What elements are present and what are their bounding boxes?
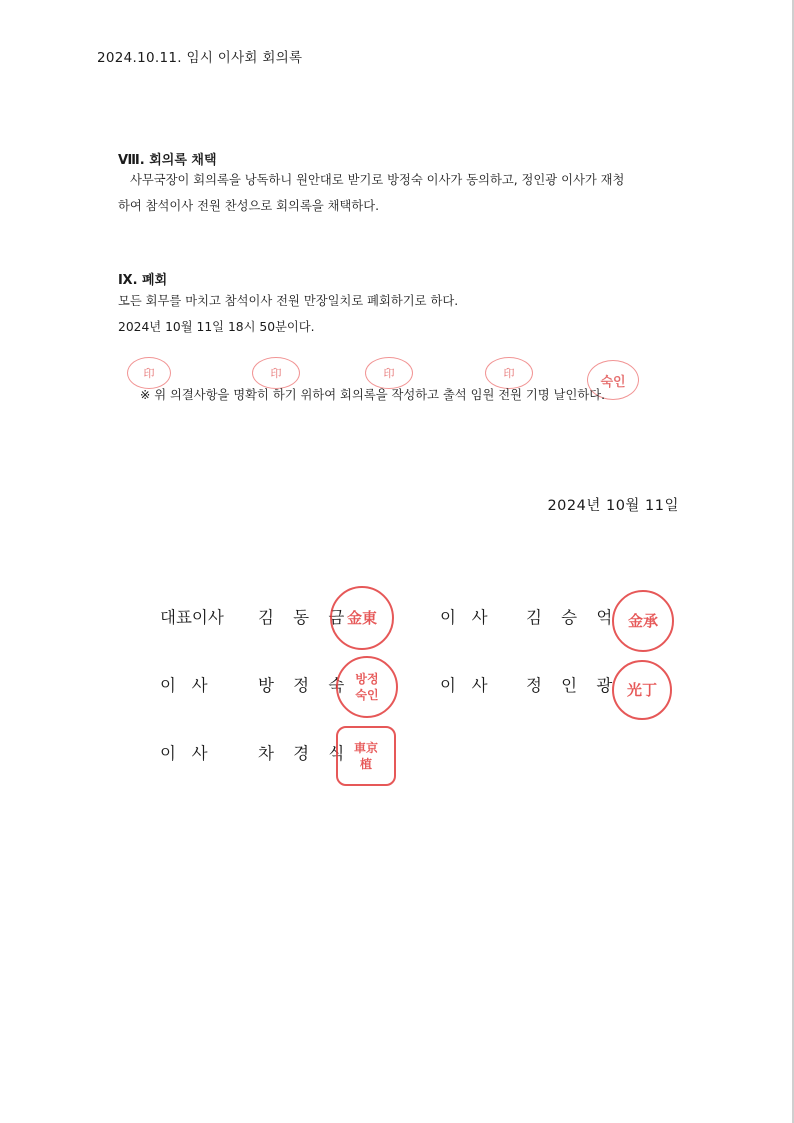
signatory-2-role: 이 사 bbox=[440, 608, 488, 627]
signatory-5-name: 차 경 식 bbox=[258, 744, 345, 763]
seal-2-text: 金承 bbox=[627, 612, 658, 630]
seal-mark-5: 숙인 bbox=[587, 360, 639, 400]
signatory-4-role: 이 사 bbox=[440, 676, 488, 695]
seal-mark-4: 印 bbox=[485, 357, 533, 389]
signatory-4-name: 정 인 광 bbox=[526, 676, 613, 695]
seal-signatory-5 bbox=[336, 726, 396, 786]
seal-mark-1: 印 bbox=[127, 357, 171, 389]
seal-signatory-1 bbox=[330, 586, 394, 650]
seal-signatory-3 bbox=[336, 656, 398, 718]
seal-4-text: 光丁 bbox=[626, 681, 657, 699]
section-8-line-2: 하여 참석이사 전원 찬성으로 회의록을 채택하다. bbox=[118, 199, 380, 213]
section-8-line-1: 사무국장이 회의록을 낭독하니 원안대로 받기로 방정숙 이사가 동의하고, 정인광 이사가 재청 bbox=[130, 173, 625, 187]
attestation-note: ※ 위 의결사항을 명확히 하기 위하여 회의록을 작성하고 출석 임원 전원 기명 날인하다. bbox=[140, 388, 605, 402]
signatory-1-role: 대표이사 bbox=[160, 608, 224, 627]
document-header: 2024.10.11. 임시 이사회 회의록 bbox=[97, 50, 303, 66]
signatory-5-role: 이 사 bbox=[160, 744, 208, 763]
seal-1-text: 金東 bbox=[346, 609, 377, 627]
section-9-line-2: 2024년 10월 11일 18시 50분이다. bbox=[118, 320, 315, 334]
seal-mark-3: 印 bbox=[365, 357, 413, 389]
section-9-line-1: 모든 회무를 마치고 참석이사 전원 만장일치로 폐회하기로 하다. bbox=[118, 294, 459, 308]
seal-signatory-2 bbox=[612, 590, 674, 652]
signatory-1-name: 김 동 금 bbox=[258, 608, 345, 627]
signatory-3-name: 방 정 숙 bbox=[258, 676, 345, 695]
section-8-title: Ⅷ. 회의록 채택 bbox=[118, 153, 217, 168]
seal-5-text: 車京植 bbox=[353, 741, 378, 771]
signatory-3-role: 이 사 bbox=[160, 676, 208, 695]
seal-3-text: 방정숙인 bbox=[355, 672, 379, 702]
section-9-title: Ⅸ. 폐회 bbox=[118, 273, 168, 288]
signature-date: 2024년 10월 11일 bbox=[547, 498, 679, 514]
seal-mark-2: 印 bbox=[252, 357, 300, 389]
signatory-2-name: 김 승 억 bbox=[526, 608, 613, 627]
seal-signatory-4 bbox=[612, 660, 672, 720]
